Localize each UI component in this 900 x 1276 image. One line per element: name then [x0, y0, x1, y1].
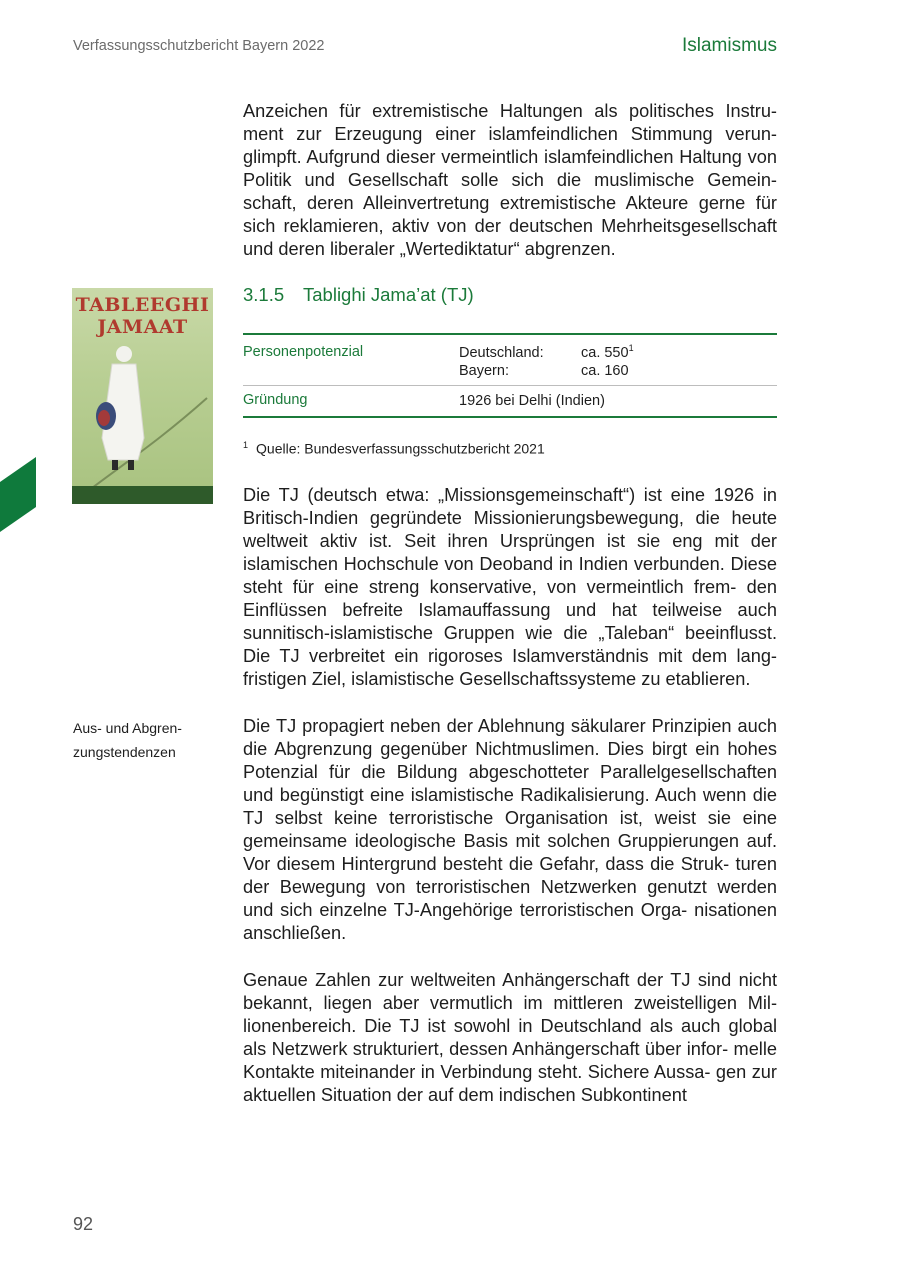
section-number: 3.1.5 — [243, 284, 285, 305]
page-number: 92 — [73, 1214, 94, 1234]
footnote-number: 1 — [243, 440, 249, 450]
footnote-text: Quelle: Bundesverfassungsschutzbericht 2021 — [256, 440, 545, 457]
paragraph-text: Die TJ propagiert neben der Ablehnung säkularer Prinzipien auch die Abgrenzung gegenüber Nichtmuslimen. Dies birgt ein hohes Potenzial für die Bildung abgeschotteter Parallelgesellschaften und begünstigt eine islamistische Radikalisierung. Auch wenn die TJ selbst keine terroristische Organisation ist, weist sie eine gemeinsame ideologische Basis mit solchen Gruppierungen auf. Vor diesem Hintergrund besteht die Gefahr, dass die Struk- turen der Bewegung von terroristischen Netzwerken genutzt werden und sich einzelne TJ-Angehörige terroristischen Orga- nisationen anschließen. — [243, 716, 778, 943]
section-heading — [243, 284, 474, 306]
footnote-marker: 1 — [628, 343, 634, 354]
paragraph-text: Genaue Zahlen zur weltweiten Anhängerschaft der TJ sind nicht bekannt, liegen aber vermutlich im mittleren zweistelligen Mil- lionenbereich. Die TJ ist sowohl in Deutschland als auch global als Netzwerk strukturiert, dessen Anhängerschaft über infor- melle Kontakte miteinander in Verbindung steht. Sichere Aussa- gen zur aktuellen Situation der auf dem indischen Subkontinent — [243, 970, 778, 1105]
table-row — [243, 386, 777, 416]
paragraph-text: Die TJ (deutsch etwa: „Missionsgemeinschaft“) ist eine 1926 in Britisch-Indien gegründete Missionierungsbewegung, die heute weltweit aktiv ist. Seit ihren Ursprüngen ist sie eng mit der islamischen Hochschule von Deoband in Indien verbunden. Diese steht für eine streng konservative, von vermeintlich frem- den Einflüssen befreite Islamauffassung und hat teilweise auch sunnitisch-islamistische Gruppen wie die „Taleban“ beeinflusst. Die TJ verbreitet ein rigoroses Islamverständnis mit dem lang- fristigen Ziel, islamistische Gesellschaftssysteme zu etablieren. — [243, 485, 777, 689]
paragraph-3 — [243, 969, 777, 1107]
footnote — [243, 440, 545, 457]
chapter-title: Islamismus — [681, 35, 777, 56]
gruendung-label: Gründung — [243, 392, 308, 408]
gruendung-value: 1926 bei Delhi (Indien) — [459, 393, 605, 409]
running-header: Verfassungsschutzbericht Bayern 2022 — [73, 38, 325, 54]
chapter-marker-tab — [0, 457, 36, 532]
paragraph-1 — [243, 484, 777, 691]
figure-illustration — [72, 288, 213, 504]
book-cover-image — [72, 288, 213, 504]
intro-paragraph — [243, 100, 777, 261]
facts-table — [243, 333, 777, 418]
region-values: ca. $550^1$ ca. 160 — [581, 343, 634, 379]
book-cover-banner — [72, 486, 213, 504]
table-row — [243, 335, 777, 386]
intro-text: Anzeichen für extremistische Haltungen als politisches Instru- ment zur Erzeugung einer islamfeindlichen Stimmung verun- glimpft. Aufgrund dieser vermeintlich islamfeindlichen Haltung von Politik und Gesellschaft solle sich die muslimische Gemein- schaft, deren Alleinvertretung extremistische Akteure gerne für sich reklamieren, aktiv von der deutschen Mehrheitsgesellschaft und deren liberaler „Wertediktatur“ abgrenzen. — [243, 101, 777, 259]
book-cover-title: TABLEEGHI JAMAAT — [75, 294, 210, 338]
region-labels: Deutschland: Bayern: — [459, 345, 544, 379]
paragraph-2 — [243, 715, 777, 945]
section-title: Tablighi Jama’at (TJ) — [303, 284, 474, 305]
personenpotenzial-label: Personenpotenzial — [243, 344, 364, 360]
margin-note: Aus- und Abgren- zungstendenzen — [73, 720, 182, 760]
